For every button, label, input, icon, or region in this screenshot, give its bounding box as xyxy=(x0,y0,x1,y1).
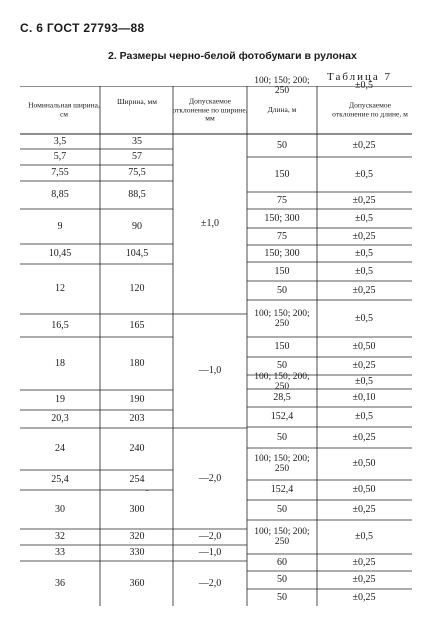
length-cell: 50 xyxy=(277,431,287,443)
length-cell: 100; 150; 200; 250 xyxy=(254,308,310,329)
width-tolerance-cell: —2,0 xyxy=(198,472,222,484)
length-cell: 150 xyxy=(274,168,290,180)
header-length: Длина, м xyxy=(267,104,297,114)
length-tolerance-cell: ±0,5 xyxy=(355,531,373,542)
section-title: 2. Размеры черно-белой фотобумаги в рулонах xyxy=(108,50,357,62)
length-cell: 50 xyxy=(277,591,287,603)
length-tolerance-cell: ±0,50 xyxy=(352,458,376,469)
nominal-width-cell: 36 xyxy=(55,577,65,589)
nominal-width-cell: 20,3 xyxy=(51,413,69,424)
length-cell: 28,5 xyxy=(273,392,291,403)
header-width: Ширина, мм xyxy=(117,96,157,106)
length-cell: 50 xyxy=(277,574,287,585)
width-cell: 320 xyxy=(129,531,145,542)
table-label: Таблица 7 xyxy=(327,71,393,83)
nominal-width-cell: 33 xyxy=(55,547,65,558)
width-tolerance-cell: —2,0 xyxy=(198,577,222,589)
length-cell: 100; 150; 200; 250 xyxy=(254,372,310,392)
length-tolerance-cell: ±0,50 xyxy=(352,484,376,495)
width-cell: 240 xyxy=(129,443,145,454)
nominal-width-cell: 5,7 xyxy=(53,151,67,162)
width-cell: 165 xyxy=(129,319,145,331)
length-tolerance-cell: ±0,5 xyxy=(355,265,373,277)
length-cell: 50 xyxy=(277,284,287,296)
print-specks: ∙∙∙ xyxy=(145,486,148,495)
length-cell: 150 xyxy=(274,265,290,277)
length-tolerance-cell: ±0,25 xyxy=(352,360,376,371)
nominal-width-cell: 12 xyxy=(55,283,65,294)
width-tolerance-cell: —1,0 xyxy=(198,365,222,376)
length-tolerance-cell: ±0,25 xyxy=(352,556,376,568)
nominal-width-cell: 32 xyxy=(55,531,65,542)
length-cell: 60 xyxy=(277,556,287,568)
length-tolerance-cell: ±0,5 xyxy=(355,168,373,180)
nominal-width-cell: 25,4 xyxy=(51,474,69,485)
length-tolerance-cell: ±0,50 xyxy=(352,341,376,352)
length-tolerance-cell: ±0,25 xyxy=(352,591,376,603)
page-header: С. 6 ГОСТ 27793—88 xyxy=(20,21,145,35)
nominal-width-cell: 7,55 xyxy=(51,167,69,178)
length-tolerance-cell: ±0,5 xyxy=(355,212,373,224)
length-tolerance-cell: ±0,5 xyxy=(355,247,373,259)
length-tolerance-cell: ±0,25 xyxy=(352,431,376,443)
width-cell: 75,5 xyxy=(128,167,146,178)
length-tolerance-cell: ±0,25 xyxy=(352,504,376,515)
length-tolerance-cell: ±0,5 xyxy=(355,80,373,91)
width-cell: 203 xyxy=(129,413,145,424)
length-cell: 150 xyxy=(274,341,290,352)
nominal-width-cell: 9 xyxy=(57,220,63,232)
width-cell: 120 xyxy=(129,283,145,294)
length-cell: 75 xyxy=(277,230,287,242)
nominal-width-cell: 19 xyxy=(55,394,65,405)
nominal-width-cell: 3,5 xyxy=(53,135,67,147)
width-cell: 330 xyxy=(129,547,145,558)
width-cell: 300 xyxy=(129,503,145,515)
length-cell: 50 xyxy=(277,360,287,371)
header-length-tolerance: Допускаемое отклонение по длине, м xyxy=(332,100,408,118)
width-cell: 90 xyxy=(132,220,142,232)
length-tolerance-cell: ±0,25 xyxy=(352,139,376,151)
width-tolerance-cell: ±1,0 xyxy=(201,218,219,229)
width-cell: 254 xyxy=(129,474,145,485)
nominal-width-cell: 18 xyxy=(55,357,65,369)
nominal-width-cell: 16,5 xyxy=(51,319,69,331)
width-tolerance-cell: —1,0 xyxy=(198,547,222,558)
length-tolerance-cell: ±0,25 xyxy=(352,194,376,206)
header-nominal-width: Номинальная ширина, см xyxy=(28,100,100,118)
length-cell: 100; 150; 200; 250 xyxy=(254,527,310,547)
width-tolerance-cell: —2,0 xyxy=(198,531,222,542)
width-cell: 360 xyxy=(129,577,145,589)
length-tolerance-cell: ±0,25 xyxy=(352,284,376,296)
length-cell: 50 xyxy=(277,504,287,515)
length-cell: 150; 300 xyxy=(264,247,300,259)
header-width-tolerance: Допускаемое отклонение по ширине, мм xyxy=(172,96,248,123)
nominal-width-cell: 24 xyxy=(55,443,65,454)
width-cell: 180 xyxy=(129,357,145,369)
length-tolerance-cell: ±0,5 xyxy=(355,376,373,387)
length-tolerance-cell: ±0,10 xyxy=(352,392,376,403)
nominal-width-cell: 8,85 xyxy=(51,189,69,200)
length-cell: 100; 150; 200; 250 xyxy=(254,454,310,474)
length-tolerance-cell: ±0,25 xyxy=(352,230,376,242)
length-tolerance-cell: ±0,25 xyxy=(352,574,376,585)
width-cell: 190 xyxy=(129,394,145,405)
width-cell: 57 xyxy=(132,151,142,162)
length-cell: 75 xyxy=(277,194,287,206)
length-cell: 50 xyxy=(277,139,287,151)
length-tolerance-cell: ±0,5 xyxy=(355,312,373,324)
nominal-width-cell: 30 xyxy=(55,503,65,515)
width-cell: 35 xyxy=(132,135,142,147)
width-cell: 88,5 xyxy=(128,189,146,200)
length-cell: 152,4 xyxy=(270,484,294,495)
length-cell: 152,4 xyxy=(270,411,294,422)
length-cell: 100; 150; 200; 250 xyxy=(254,76,310,96)
length-cell: 150; 300 xyxy=(264,212,300,224)
nominal-width-cell: 10,45 xyxy=(48,248,72,259)
width-cell: 104,5 xyxy=(125,248,149,259)
length-tolerance-cell: ±0,5 xyxy=(355,411,373,422)
